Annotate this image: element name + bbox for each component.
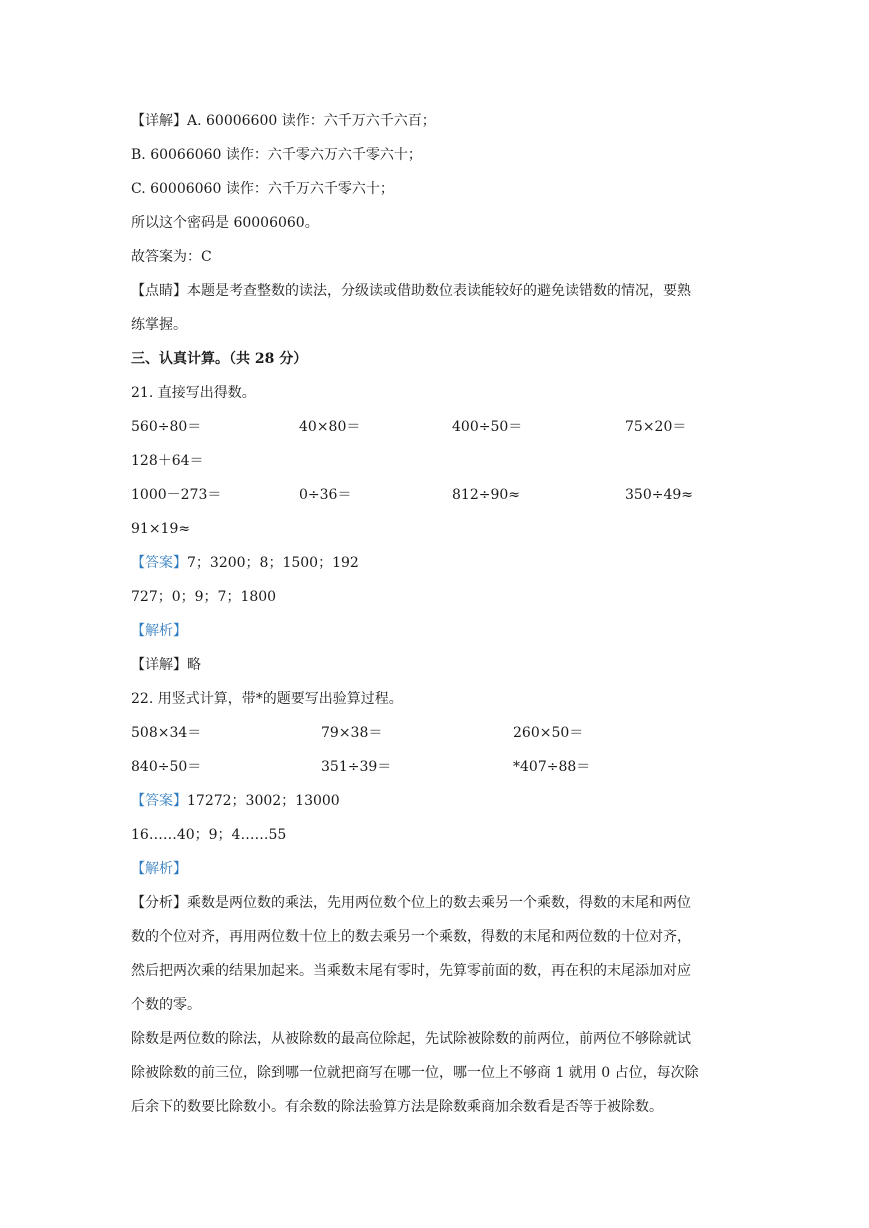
comment-line-cont: 练掌握。	[131, 317, 187, 333]
q22-analysis-4: 个数的零。	[131, 997, 201, 1013]
detail-line-c: C. 60006060 读作：六千万六千零六十；	[131, 181, 394, 197]
answer-tag: 【答案】	[131, 555, 187, 571]
q21-item: 350÷49≈	[625, 487, 693, 503]
q22-prompt: 22. 用竖式计算，带*的题要写出验算过程。	[131, 691, 403, 707]
q22-analysis-1: 【分析】乘数是两位数的乘法，先用两位数个位上的数去乘另一个乘数，得数的末尾和两位	[131, 895, 691, 911]
section-title: 三、认真计算。（共 28 分）	[131, 351, 308, 367]
q21-row-2	[131, 448, 751, 482]
q22-analysis-7: 后余下的数要比除数小。有余数的除法验算方法是除数乘商加余数看是否等于被除数。	[131, 1099, 663, 1115]
q22-analysis-3: 然后把两次乘的结果加起来。当乘数末尾有零时，先算零前面的数，再在积的末尾添加对应	[131, 963, 691, 979]
q22-item: *407÷88＝	[513, 759, 591, 775]
q21-row-4	[131, 516, 751, 550]
q22-item: 508×34＝	[131, 725, 202, 741]
comment-line: 【点睛】本题是考查整数的读法，分级读或借助数位表读能较好的避免读错数的情况，要熟	[131, 283, 691, 299]
q21-item: 40×80＝	[299, 419, 361, 435]
q22-item: 351÷39＝	[321, 759, 392, 775]
analysis-tag: 【解析】	[131, 861, 187, 877]
analysis-tag: 【解析】	[131, 623, 187, 639]
q21-item: 128＋64＝	[131, 453, 204, 469]
detail-line-b: B. 60066060 读作：六千零六万六千零六十；	[131, 147, 422, 163]
q22-answer-2: 16……40；9；4……55	[131, 827, 287, 843]
q22-row-2	[131, 754, 751, 788]
q21-detail: 【详解】略	[131, 657, 201, 673]
password-conclusion: 所以这个密码是 60006060。	[131, 215, 319, 231]
q22-item: 840÷50＝	[131, 759, 202, 775]
q22-answer-line	[131, 788, 751, 822]
q21-answer-1: 7；3200；8；1500；192	[187, 555, 359, 571]
q21-item: 1000－273＝	[131, 487, 222, 503]
document-page	[131, 108, 751, 1128]
q22-answer-1: 17272；3002；13000	[187, 793, 340, 809]
q21-prompt: 21. 直接写出得数。	[131, 385, 256, 401]
answer-tag: 【答案】	[131, 793, 187, 809]
q22-item: 260×50＝	[513, 725, 584, 741]
q21-item: 560÷80＝	[131, 419, 202, 435]
q21-answer-line	[131, 550, 751, 584]
detail-line-a: 【详解】A. 60006600 读作：六千万六千六百；	[131, 113, 436, 129]
q21-item: 75×20＝	[625, 419, 687, 435]
q22-analysis-5: 除数是两位数的除法，从被除数的最高位除起，先试除被除数的前两位，前两位不够除就试	[131, 1031, 691, 1047]
q22-row-1	[131, 720, 751, 754]
q21-row-3	[131, 482, 751, 516]
q21-answer-2: 727；0；9；7；1800	[131, 589, 277, 605]
q22-item: 79×38＝	[321, 725, 383, 741]
q22-analysis-6: 除被除数的前三位，除到哪一位就把商写在哪一位，哪一位上不够商 1 就用 0 占位，每次除	[131, 1065, 699, 1081]
q21-item: 400÷50＝	[452, 419, 523, 435]
q22-analysis-2: 数的个位对齐，再用两位数十位上的数去乘另一个乘数，得数的末尾和两位数的十位对齐，	[131, 929, 691, 945]
q21-item: 0÷36＝	[299, 487, 352, 503]
q21-row-1	[131, 414, 751, 448]
q21-item: 91×19≈	[131, 521, 191, 537]
q21-item: 812÷90≈	[452, 487, 520, 503]
final-answer: 故答案为：C	[131, 249, 212, 265]
